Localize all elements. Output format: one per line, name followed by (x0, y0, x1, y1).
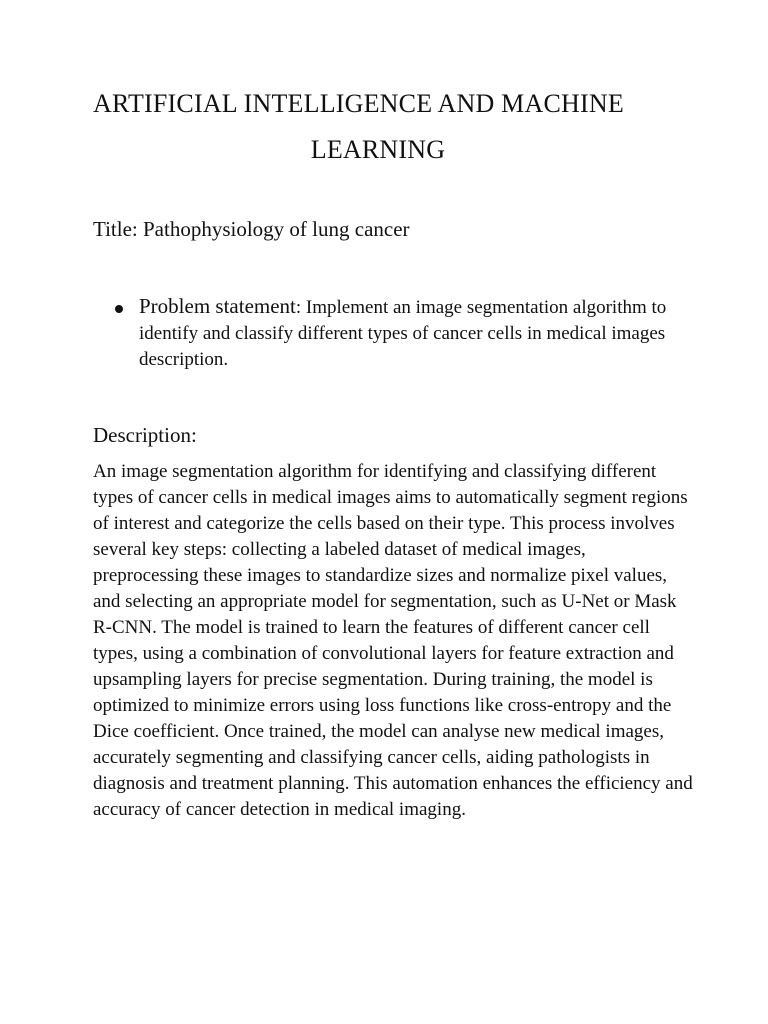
bullet-dot-icon (115, 305, 123, 313)
description-heading: Description: (93, 423, 197, 447)
problem-statement (139, 293, 684, 373)
problem-statement-label: Problem statement (139, 294, 296, 318)
document-heading-line-2: LEARNING (310, 135, 446, 164)
description-paragraph: An image segmentation algorithm for identifying and classifying different types of cancer cells in medical images aims to automatically segment regions of interest and categorize the cells based on their type. This process involves several key steps: collecting a labeled dataset of medical images, preprocessing these images to standardize sizes and normalize pixel values, and selecting an appropriate model for segmentation, such as U-Net or Mask R-CNN. The model is trained to learn the features of different cancer cell types, using a combination of convolutional layers for feature extraction and upsampling layers for precise segmentation. During training, the model is optimized to minimize errors using loss functions like cross-entropy and the Dice coefficient. Once trained, the model can analyse new medical images, accurately segmenting and classifying cancer cells, aiding pathologists in diagnosis and treatment planning. This automation enhances the efficiency and accuracy of cancer detection in medical imaging. (93, 461, 693, 820)
document-title: Title: Pathophysiology of lung cancer (93, 217, 410, 241)
problem-statement-text: : Implement an image segmentation algorithm to identify and classify different types of cancer cells in medical images description. (139, 297, 667, 370)
document-heading-line-1: ARTIFICIAL INTELLIGENCE AND MACHINE (93, 89, 624, 118)
